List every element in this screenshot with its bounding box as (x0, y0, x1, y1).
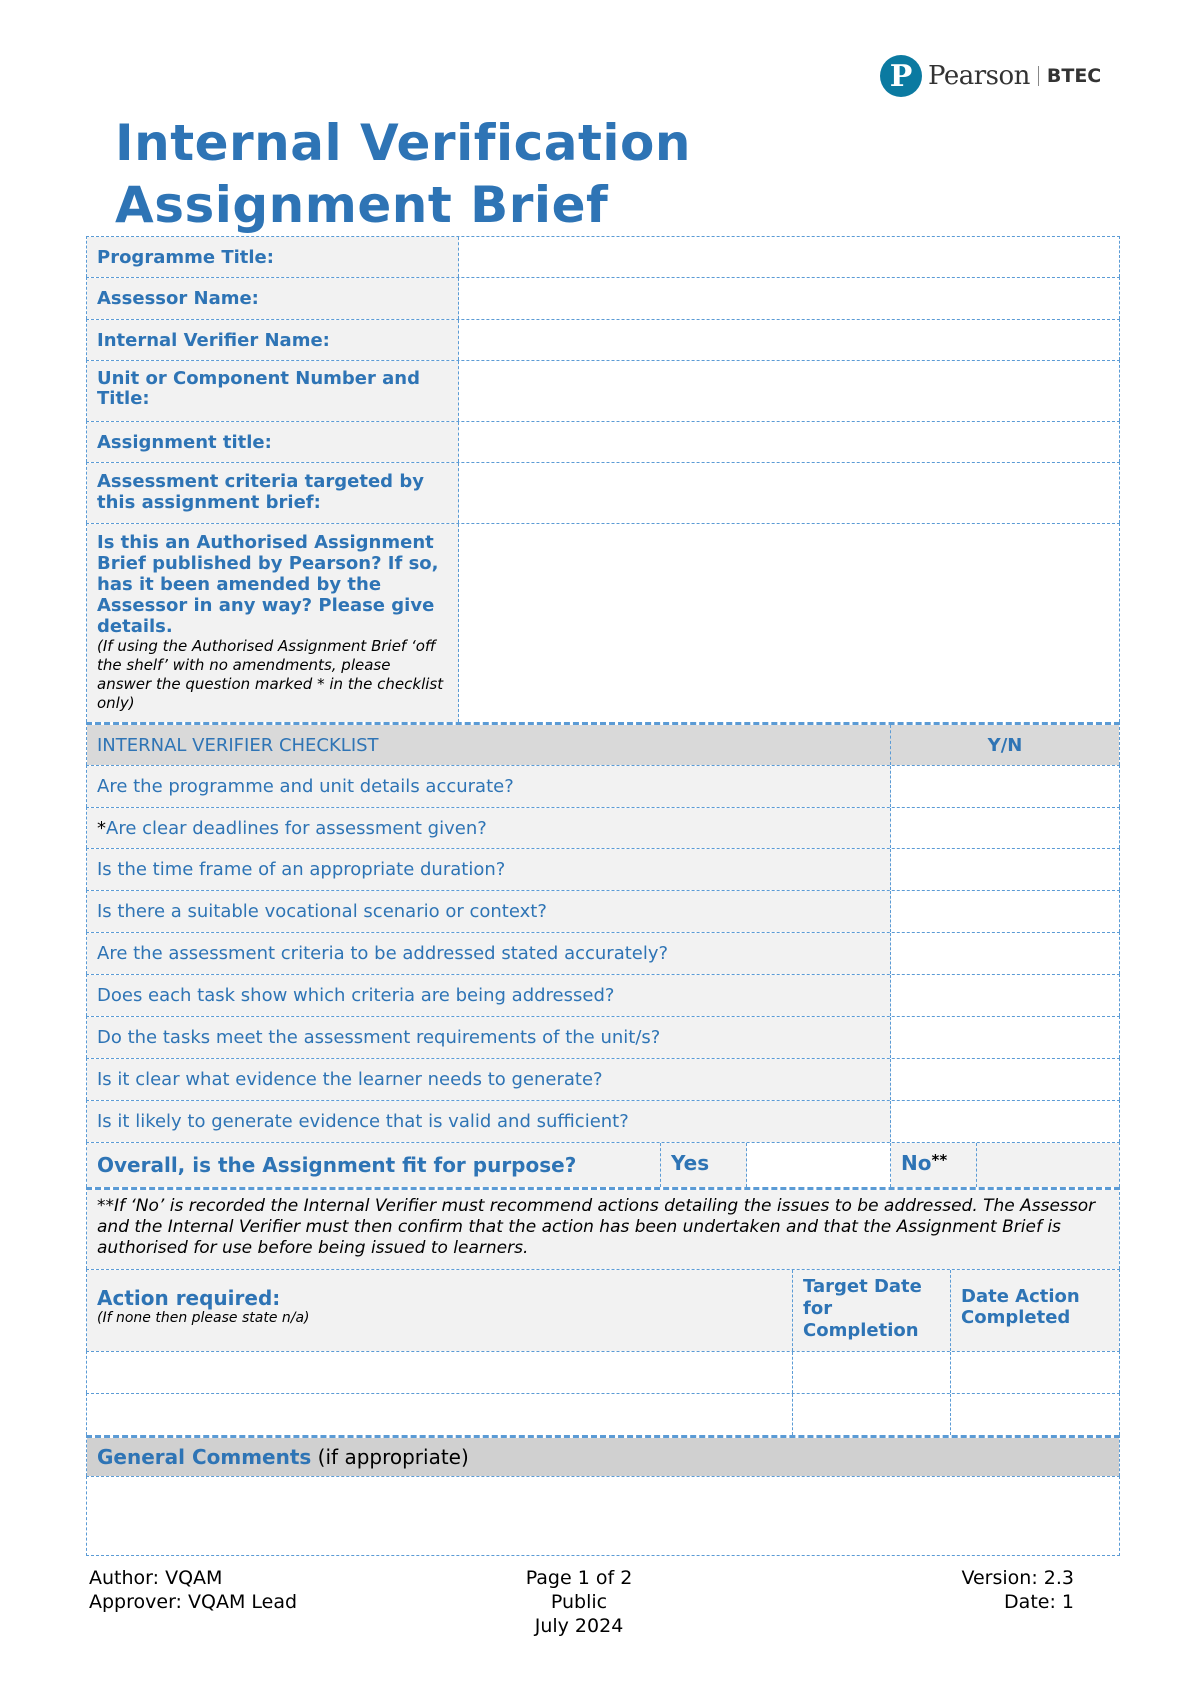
yn-header: Y/N (891, 725, 1119, 765)
pearson-btec-logo (880, 55, 1101, 97)
footer-left (89, 1566, 297, 1614)
target-date-field[interactable] (793, 1394, 951, 1435)
checklist-header-row (86, 722, 1120, 765)
programme-title-label: Programme Title: (87, 237, 459, 277)
footer-center (489, 1566, 669, 1638)
action-required-subheader: (If none then please state n/a) (97, 1310, 310, 1326)
checklist-question: * Are clear deadlines for assessment given? (87, 808, 891, 848)
detail-row-assessment-criteria (86, 462, 1120, 523)
pearson-p-logo-icon: P (880, 55, 922, 97)
actions-header-row (86, 1269, 1120, 1351)
checklist-answer[interactable] (891, 1017, 1119, 1058)
target-date-header: Target Date for Completion (793, 1270, 951, 1351)
footer-approver: Approver: VQAM Lead (89, 1591, 298, 1613)
overall-no-label: No** (891, 1143, 977, 1187)
comments-field[interactable] (87, 1477, 1119, 1555)
assignment-title-field[interactable] (459, 422, 1119, 462)
checklist-answer[interactable] (891, 975, 1119, 1016)
action-required-header: Action required: (97, 1286, 281, 1310)
authorised-brief-field[interactable] (459, 524, 1119, 722)
assessor-name-field[interactable] (459, 278, 1119, 319)
checklist-row (86, 890, 1120, 932)
logo-brand: Pearson (928, 61, 1030, 91)
checklist-answer[interactable] (891, 1059, 1119, 1100)
comments-suffix: (if appropriate) (311, 1445, 469, 1469)
footer-date-text: July 2024 (534, 1615, 624, 1637)
overall-yes-label: Yes (661, 1143, 747, 1187)
internal-verifier-field[interactable] (459, 320, 1119, 360)
checklist-question: Does each task show which criteria are being addressed? (87, 975, 891, 1016)
authorised-brief-note: (If using the Authorised Assignment Brief ‘off the shelf’ with no amendments, please answer the question marked * in the checklist only) (97, 637, 444, 712)
checklist-question: Is it clear what evidence the learner needs to generate? (87, 1059, 891, 1100)
checklist-row (86, 807, 1120, 848)
footer-date: Date: 1 (1004, 1591, 1074, 1613)
assessment-criteria-field[interactable] (459, 463, 1119, 523)
title-line-1: Internal Verification (115, 114, 691, 172)
unit-label: Unit or Component Number and Title: (87, 361, 459, 421)
overall-question: Overall, is the Assignment fit for purpose? (87, 1143, 661, 1187)
action-row (86, 1393, 1120, 1435)
assessment-criteria-label: Assessment criteria targeted by this assignment brief: (87, 463, 459, 523)
checklist-question: Are the assessment criteria to be addressed stated accurately? (87, 933, 891, 974)
checklist-answer[interactable] (891, 933, 1119, 974)
footer-version: Version: 2.3 (961, 1567, 1074, 1589)
footer-classification: Public (550, 1591, 608, 1613)
checklist-question: Is it likely to generate evidence that is valid and sufficient? (87, 1101, 891, 1142)
comments-header-row (86, 1435, 1120, 1476)
checklist-row (86, 765, 1120, 807)
date-completed-header: Date Action Completed (951, 1270, 1119, 1351)
action-row (86, 1351, 1120, 1393)
detail-row-assessor-name (86, 277, 1120, 319)
comments-header: General Comments (97, 1445, 312, 1469)
assessor-name-label: Assessor Name: (87, 278, 459, 319)
no-action-note: **If ‘No’ is recorded the Internal Verifier must recommend actions detailing the issues to be addressed. The Assessor and the Internal Verifier must then confirm that the action has been undertaken and that the Assignment Brief is authorised for use before being issued to learners. (87, 1190, 1119, 1269)
footer-page: Page 1 of 2 (525, 1567, 633, 1589)
logo-product: BTEC (1046, 65, 1102, 87)
detail-row-authorised-brief (86, 523, 1120, 722)
checklist-question: Is the time frame of an appropriate duration? (87, 849, 891, 890)
checklist-question: Do the tasks meet the assessment requirements of the unit/s? (87, 1017, 891, 1058)
unit-field[interactable] (459, 361, 1119, 421)
note-row (86, 1187, 1120, 1269)
overall-row (86, 1142, 1120, 1187)
verification-form (86, 236, 1120, 1556)
checklist-answer[interactable] (891, 891, 1119, 932)
overall-no-field[interactable] (977, 1143, 1119, 1187)
checklist-row (86, 848, 1120, 890)
comments-row (86, 1476, 1120, 1556)
detail-row-programme-title (86, 236, 1120, 277)
title-line-2: Assignment Brief (115, 176, 609, 234)
action-field[interactable] (87, 1352, 793, 1393)
detail-row-internal-verifier (86, 319, 1120, 360)
checklist-answer[interactable] (891, 766, 1119, 807)
checklist-row (86, 1058, 1120, 1100)
footer-right (961, 1566, 1074, 1614)
logo-divider (1038, 66, 1039, 86)
internal-verifier-label: Internal Verifier Name: (87, 320, 459, 360)
checklist-row (86, 974, 1120, 1016)
date-completed-field[interactable] (951, 1394, 1119, 1435)
checklist-header: INTERNAL VERIFIER CHECKLIST (87, 725, 891, 765)
checklist-answer[interactable] (891, 808, 1119, 848)
checklist-answer[interactable] (891, 1101, 1119, 1142)
detail-row-unit (86, 360, 1120, 421)
action-required-header-cell (87, 1270, 793, 1351)
comments-header-cell (87, 1438, 1119, 1476)
checklist-row (86, 1100, 1120, 1142)
programme-title-field[interactable] (459, 237, 1119, 277)
overall-yes-field[interactable] (747, 1143, 891, 1187)
date-completed-field[interactable] (951, 1352, 1119, 1393)
target-date-field[interactable] (793, 1352, 951, 1393)
checklist-question: Are the programme and unit details accurate? (87, 766, 891, 807)
assignment-title-label: Assignment title: (87, 422, 459, 462)
checklist-row (86, 1016, 1120, 1058)
authorised-brief-question: Is this an Authorised Assignment Brief published by Pearson? If so, has it been amended by the Assessor in any way? Please give details. (97, 532, 439, 637)
authorised-brief-label-cell (87, 524, 459, 722)
detail-row-assignment-title (86, 421, 1120, 462)
checklist-answer[interactable] (891, 849, 1119, 890)
checklist-row (86, 932, 1120, 974)
checklist-question: Is there a suitable vocational scenario or context? (87, 891, 891, 932)
footer-author: Author: VQAM (89, 1567, 223, 1589)
page-title (115, 112, 691, 236)
action-field[interactable] (87, 1394, 793, 1435)
